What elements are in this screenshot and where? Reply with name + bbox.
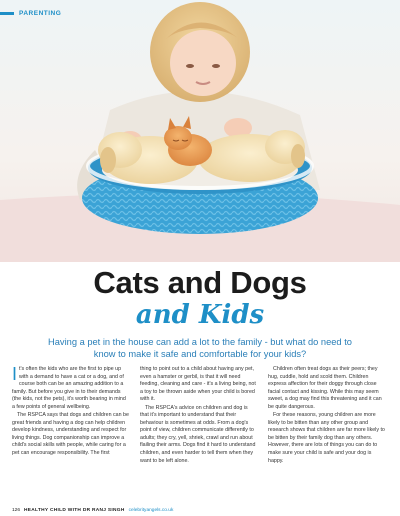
column-1	[12, 366, 129, 458]
paragraph: The RSPCA's advice on children and dog is that it's important to understand that their behaviour is sometimes at odds. From a dog's point of view, children communicate differently to adults; they cry, yell, shriek, crawl and run about flailing their arms. Dogs find it hard to understand children, and even harder to tell them when they want to be left alone.	[140, 404, 256, 464]
page-footer	[12, 506, 173, 514]
section-label: PARENTING	[19, 10, 62, 17]
paragraph-text: t's often the kids who are the first to pipe up with a demand to have a cat or a dog, and of course both can be an amazing addition to a family. But before you give in to their demands (the kids, not the pets), it's worth bearing in mind a few points of general wellbeing.	[12, 366, 126, 410]
paragraph	[12, 366, 129, 411]
magazine-name: HEALTHY CHILD WITH DR RANJ SINGH	[24, 507, 125, 513]
paragraph: Children often treat dogs as their peers; they hug, cuddle, hold and scold them. Children express affection for their doggy through close facial contact and kissing. While this may seem sweet, a dog may find this threatening and it can be quite dangerous.	[268, 366, 382, 410]
paragraph: The RSPCA says that dogs and children can be great friends and having a dog can help children develop kindness, understanding and respect for living things. Dog companionship can improve a child's social skills with people, while caring for a pet can encourage responsibility. The first	[12, 412, 129, 457]
column-2	[140, 366, 257, 465]
drop-cap: I	[12, 364, 18, 384]
headline-script: and Kids	[135, 300, 265, 330]
headline: Cats and Dogs	[93, 265, 307, 300]
paragraph: thing to point out to a child about having any pet, even a hamster or gerbil, is that it will need feeding, cleaning and care - it's a living being, not a toy to be thrown aside when your child is bored with it.	[140, 366, 256, 403]
article-body	[12, 366, 388, 502]
page-number: 126	[12, 507, 21, 513]
column-3	[268, 366, 388, 465]
standfirst: Having a pet in the house can add a lot to the family - but what do need to know to make it safe and comfortable for your kids?	[48, 337, 352, 360]
website-link[interactable]: celebrityangels.co.uk	[128, 507, 174, 513]
section-tag	[0, 10, 61, 17]
paragraph: For these reasons, young children are more likely to be bitten than any other group and research shows that children are far more likely to be bitten by their family dog than any others. However, there are lots of things you can do to make sure your child is safe and your dog is happy.	[268, 412, 385, 464]
section-tag-bar	[0, 12, 14, 15]
